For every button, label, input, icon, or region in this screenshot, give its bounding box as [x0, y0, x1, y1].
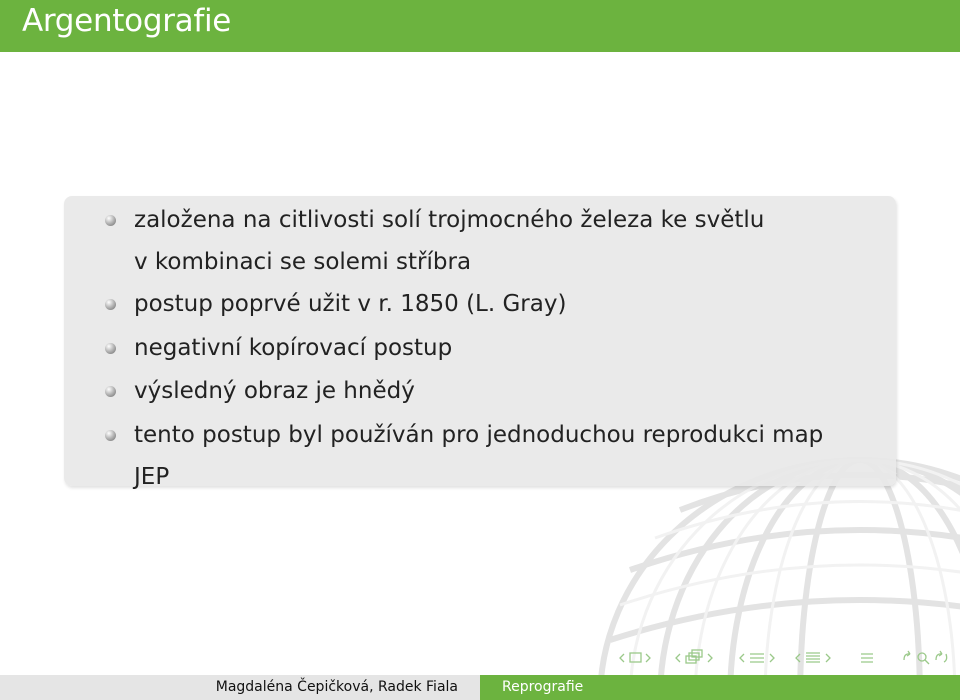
list-item — [134, 199, 874, 283]
bullet-sphere-icon — [105, 386, 116, 397]
footer-authors: Magdaléna Čepičková, Radek Fiala — [215, 679, 458, 695]
bullet-text: postup poprvé užit v r. 1850 (L. Gray) — [134, 291, 567, 317]
nav-outline-icon[interactable] — [858, 646, 876, 670]
bullet-text: výsledný obraz je hnědý — [134, 378, 415, 404]
bullet-text-continued: v kombinaci se solemi stříbra — [134, 249, 472, 275]
slide-title: Argentografie — [22, 3, 232, 39]
list-item — [134, 414, 874, 498]
bullet-sphere-icon — [105, 299, 116, 310]
footer-title-box — [480, 675, 960, 700]
bullet-sphere-icon — [105, 215, 116, 226]
footer-short-title: Reprografie — [502, 679, 584, 695]
search-icon[interactable] — [900, 646, 952, 670]
nav-frame-icon[interactable] — [610, 646, 668, 670]
bullet-text: tento postup byl používán pro jednoduchou reprodukci map — [134, 422, 824, 448]
navigation-bar — [610, 646, 955, 670]
title-bar — [0, 0, 960, 52]
nav-subsection-icon[interactable] — [672, 646, 732, 670]
bullet-text: založena na citlivosti solí trojmocného železa ke světlu — [134, 207, 765, 233]
bullet-text: negativní kopírovací postup — [134, 335, 453, 361]
list-item — [134, 327, 874, 369]
list-item — [134, 283, 874, 325]
bullet-text-continued: JEP — [134, 464, 170, 490]
bullet-sphere-icon — [105, 430, 116, 441]
footer — [0, 675, 960, 700]
bullet-sphere-icon — [105, 343, 116, 354]
nav-section-icon[interactable] — [736, 646, 788, 670]
list-item — [134, 370, 874, 412]
footer-authors-box — [0, 675, 480, 700]
content-block — [64, 196, 896, 490]
nav-presentation-icon[interactable] — [792, 646, 848, 670]
